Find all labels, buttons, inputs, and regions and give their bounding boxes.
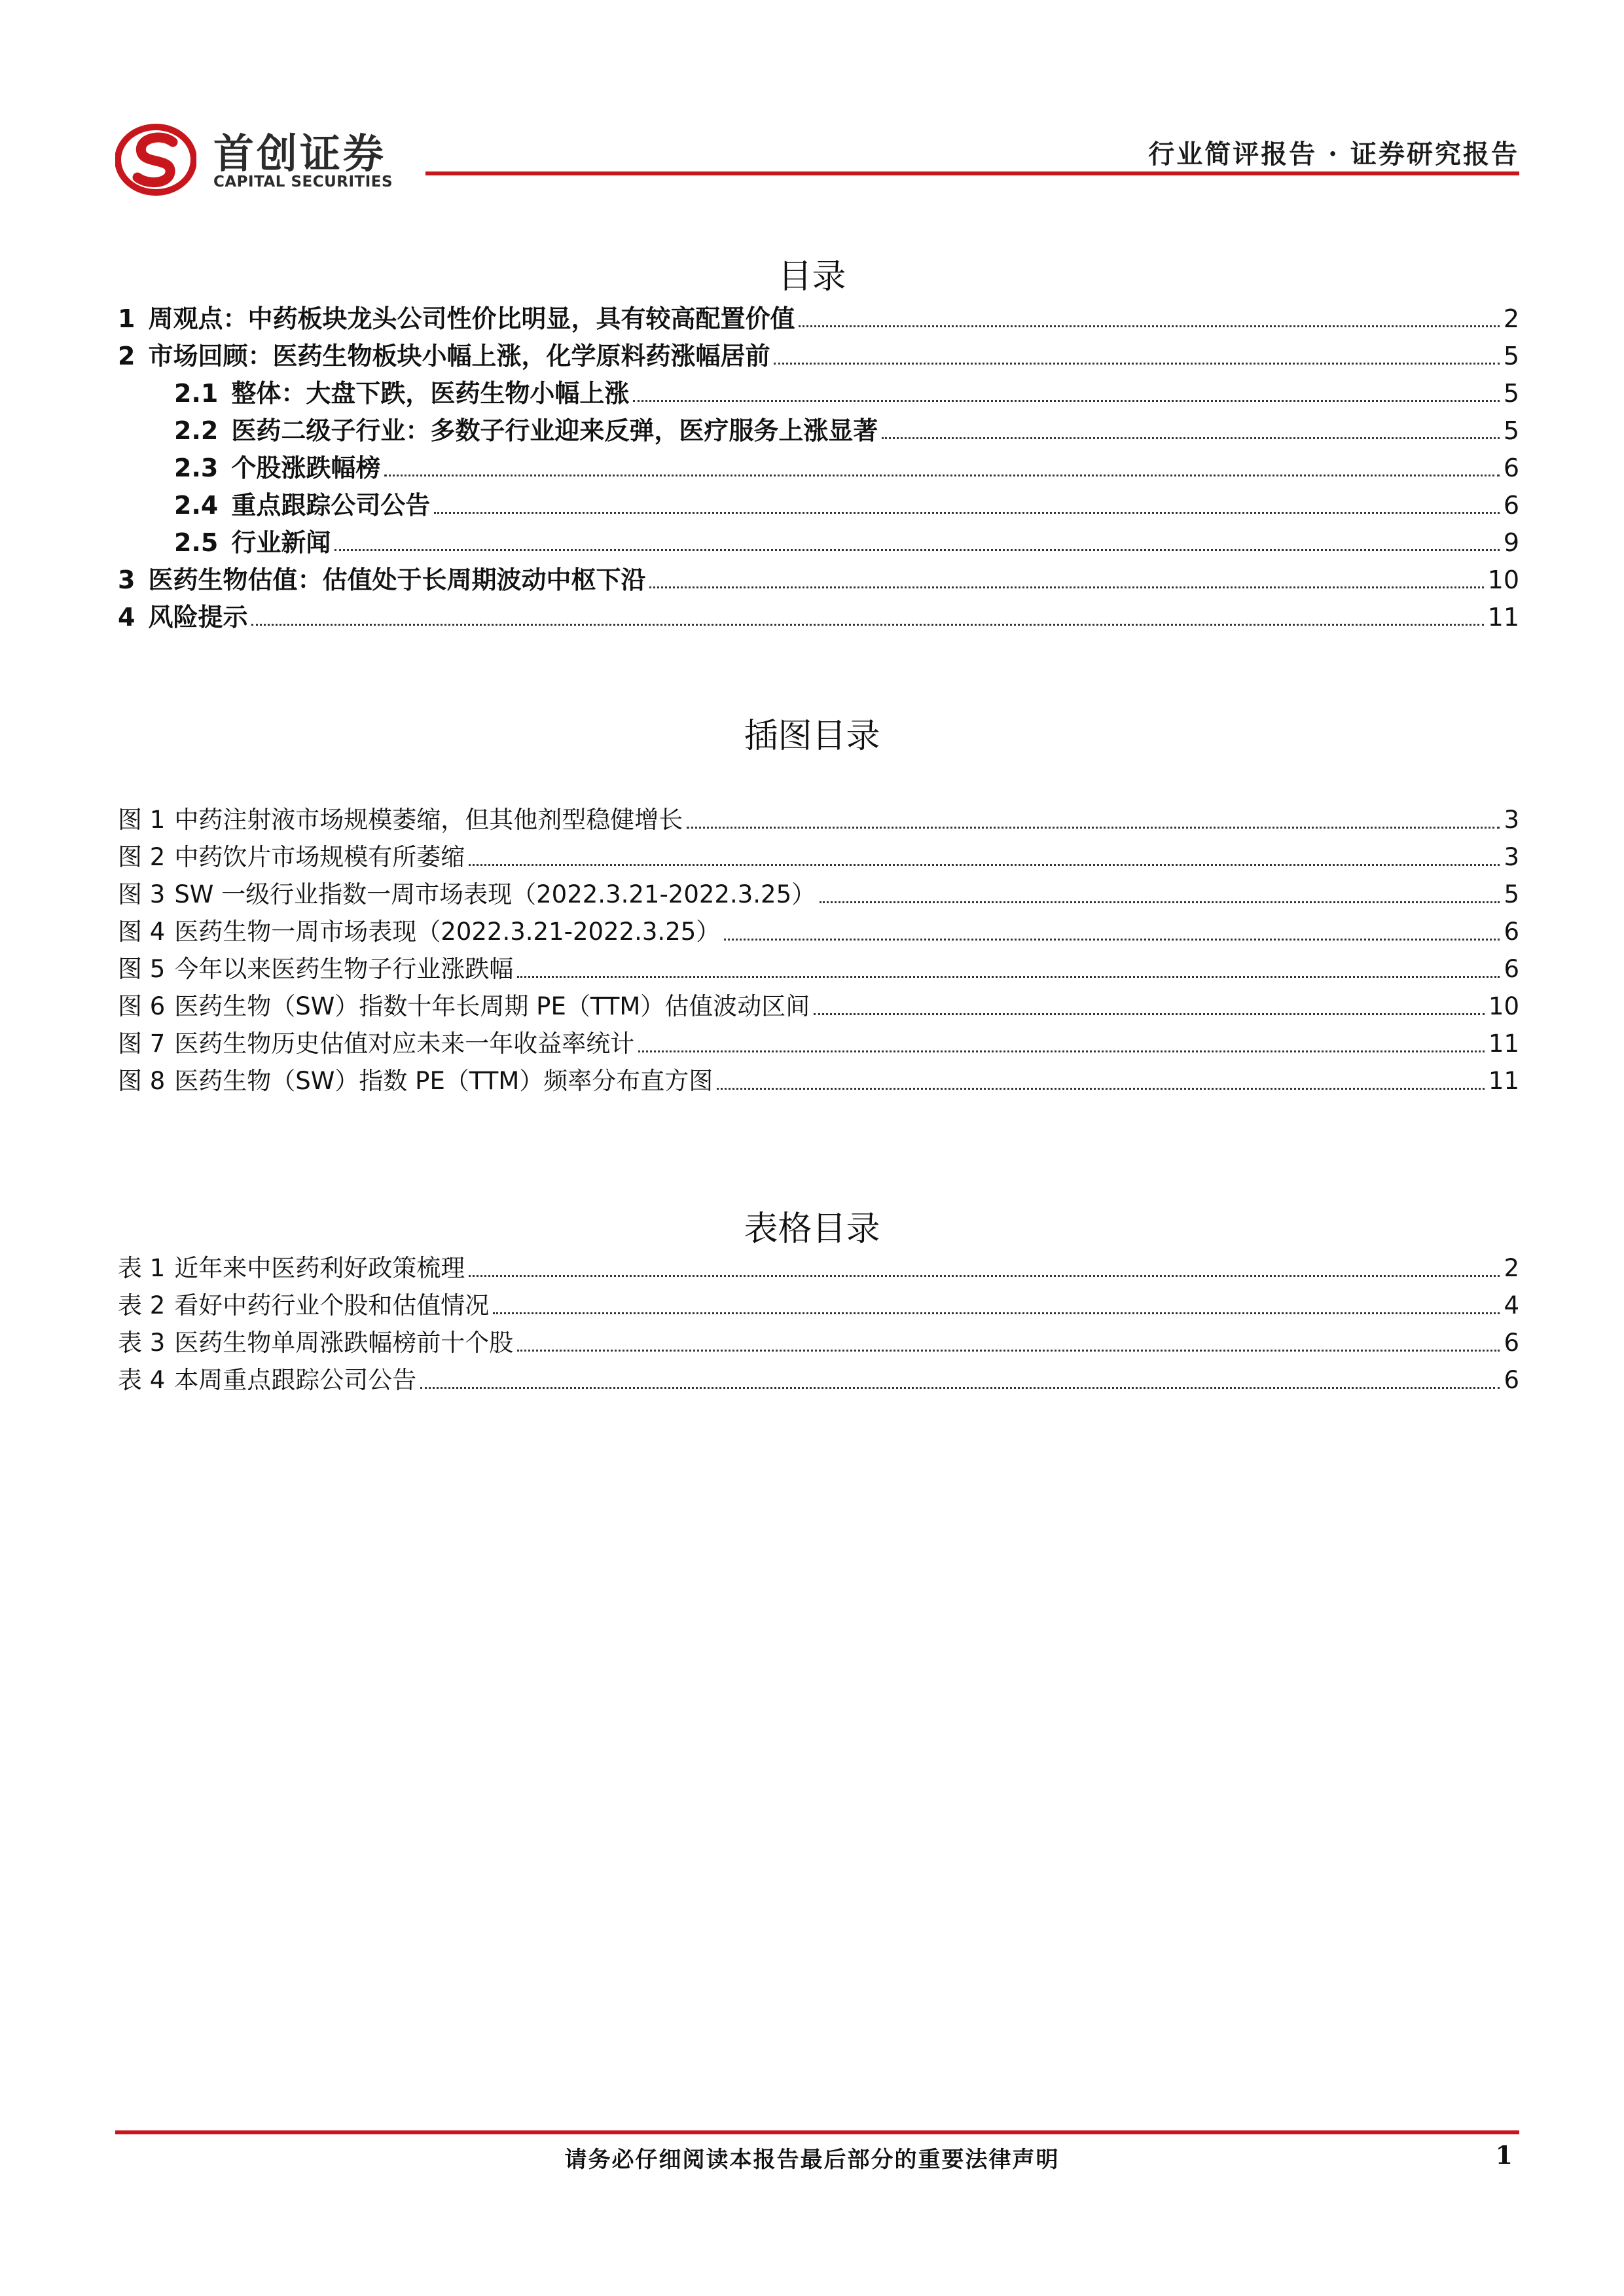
table-page: 2 <box>1504 1254 1519 1282</box>
report-type-title: 行业简评报告 · 证券研究报告 <box>1148 139 1519 170</box>
figure-title: 中药饮片市场规模有所萎缩 <box>174 843 465 871</box>
toc-item-page: 9 <box>1503 528 1519 557</box>
toc-item-title: 市场回顾：医药生物板块小幅上涨，化学原料药涨幅居前 <box>148 342 770 370</box>
toc-item-number: 3 <box>118 565 135 594</box>
table-label: 表 3 <box>118 1329 166 1357</box>
table-title: 看好中药行业个股和估值情况 <box>174 1291 490 1319</box>
figure-label: 图 2 <box>118 843 166 871</box>
toc-item-title: 个股涨跌幅榜 <box>231 454 381 482</box>
capital-securities-logo-icon <box>115 124 196 196</box>
figure-list-item[interactable] <box>118 1028 1519 1060</box>
table-page: 6 <box>1504 1366 1519 1394</box>
logo-name-en: CAPITAL SECURITIES <box>213 173 393 190</box>
toc-leader-dots <box>814 1013 1485 1015</box>
toc-leader-dots <box>517 976 1500 978</box>
figure-page: 10 <box>1488 992 1519 1020</box>
figure-title: 医药生物（SW）指数 PE（TTM）频率分布直方图 <box>174 1067 713 1095</box>
table-list-item[interactable] <box>118 1364 1519 1397</box>
figure-page: 6 <box>1504 955 1519 983</box>
figure-label: 图 7 <box>118 1030 166 1058</box>
table-page: 4 <box>1504 1291 1519 1319</box>
toc-leader-dots <box>251 624 1483 626</box>
figures-heading: 插图目录 <box>744 717 880 756</box>
toc-item-page: 6 <box>1503 491 1519 520</box>
figure-page: 11 <box>1488 1030 1519 1058</box>
figure-list-item[interactable] <box>118 1065 1519 1098</box>
toc-leader-dots <box>687 827 1500 829</box>
figure-title: 中药注射液市场规模萎缩，但其他剂型稳健增长 <box>174 806 683 834</box>
figure-page: 3 <box>1504 843 1519 871</box>
figure-label: 图 6 <box>118 992 166 1020</box>
toc-item-number: 1 <box>118 304 135 333</box>
figure-label: 图 5 <box>118 955 166 983</box>
toc-leader-dots <box>334 549 1499 551</box>
figure-title: 医药生物历史估值对应未来一年收益率统计 <box>174 1030 635 1058</box>
figure-list-item[interactable] <box>118 804 1519 836</box>
company-logo <box>115 121 436 200</box>
toc-item-title: 风险提示 <box>148 603 248 632</box>
toc-leader-dots <box>517 1350 1500 1352</box>
toc-item-number: 2.1 <box>174 379 219 408</box>
toc-leader-dots <box>469 864 1500 866</box>
toc-leader-dots <box>649 586 1483 588</box>
toc-leader-dots <box>799 325 1499 327</box>
figure-title: 今年以来医药生物子行业涨跌幅 <box>174 955 514 983</box>
toc-leader-dots <box>724 939 1500 941</box>
toc-leader-dots <box>633 400 1499 402</box>
figure-list-item[interactable] <box>118 878 1519 911</box>
toc-item-title: 医药二级子行业：多数子行业迎来反弹，医疗服务上涨显著 <box>231 416 878 445</box>
toc-leader-dots <box>434 512 1499 514</box>
toc-item-page: 5 <box>1503 342 1519 370</box>
table-list-item[interactable] <box>118 1289 1519 1322</box>
toc-item-page: 11 <box>1487 603 1519 632</box>
toc-item-page: 5 <box>1503 416 1519 445</box>
table-title: 近年来中医药利好政策梳理 <box>174 1254 465 1282</box>
toc-item-page: 6 <box>1503 454 1519 482</box>
toc-item-number: 2.2 <box>174 416 219 445</box>
toc-item-title: 重点跟踪公司公告 <box>231 491 431 520</box>
table-list-item[interactable] <box>118 1327 1519 1359</box>
legal-disclaimer-note: 请务必仔细阅读本报告最后部分的重要法律声明 <box>564 2147 1060 2173</box>
toc-leader-dots <box>717 1088 1485 1090</box>
figure-list-item[interactable] <box>118 953 1519 986</box>
toc-subitem[interactable] <box>174 377 1519 410</box>
toc-item[interactable] <box>118 564 1519 596</box>
toc-item-number: 2 <box>118 342 135 370</box>
toc-leader-dots <box>820 901 1500 903</box>
table-page: 6 <box>1504 1329 1519 1357</box>
toc-subitem[interactable] <box>174 452 1519 484</box>
table-title: 本周重点跟踪公司公告 <box>174 1366 417 1394</box>
table-label: 表 4 <box>118 1366 166 1394</box>
figure-label: 图 4 <box>118 918 166 946</box>
figure-label: 图 1 <box>118 806 166 834</box>
table-label: 表 2 <box>118 1291 166 1319</box>
toc-item-number: 2.5 <box>174 528 219 557</box>
toc-item-page: 2 <box>1503 304 1519 333</box>
toc-item-title: 医药生物估值：估值处于长周期波动中枢下沿 <box>148 565 646 594</box>
toc-item-page: 10 <box>1487 565 1519 594</box>
header-divider <box>425 171 1519 175</box>
figure-page: 3 <box>1504 806 1519 834</box>
figure-title: SW 一级行业指数一周市场表现（2022.3.21-2022.3.25） <box>174 880 816 908</box>
toc-heading: 目录 <box>778 257 846 296</box>
toc-item-title: 周观点：中药板块龙头公司性价比明显，具有较高配置价值 <box>148 304 795 333</box>
figure-list-item[interactable] <box>118 990 1519 1023</box>
toc-leader-dots <box>420 1387 1500 1389</box>
toc-leader-dots <box>469 1275 1500 1277</box>
figure-page: 11 <box>1488 1067 1519 1095</box>
toc-item-page: 5 <box>1503 379 1519 408</box>
figure-label: 图 3 <box>118 880 166 908</box>
page-number: 1 <box>1495 2140 1513 2170</box>
toc-item[interactable] <box>118 601 1519 634</box>
toc-subitem[interactable] <box>174 526 1519 559</box>
toc-item[interactable] <box>118 340 1519 372</box>
toc-item-number: 2.4 <box>174 491 219 520</box>
toc-subitem[interactable] <box>174 489 1519 522</box>
figure-list-item[interactable] <box>118 841 1519 874</box>
toc-subitem[interactable] <box>174 414 1519 447</box>
footer-divider <box>115 2130 1519 2134</box>
toc-leader-dots <box>493 1312 1500 1314</box>
toc-leader-dots <box>384 475 1499 476</box>
table-list-item[interactable] <box>118 1252 1519 1285</box>
table-title: 医药生物单周涨跌幅榜前十个股 <box>174 1329 514 1357</box>
figure-page: 5 <box>1504 880 1519 908</box>
logo-name-cn: 首创证券 <box>213 130 387 177</box>
figure-page: 6 <box>1504 918 1519 946</box>
toc-item[interactable] <box>118 302 1519 335</box>
toc-item-number: 2.3 <box>174 454 219 482</box>
toc-leader-dots <box>774 363 1499 365</box>
table-label: 表 1 <box>118 1254 166 1282</box>
toc-leader-dots <box>638 1050 1485 1052</box>
toc-item-title: 整体：大盘下跌，医药生物小幅上涨 <box>231 379 630 408</box>
figure-label: 图 8 <box>118 1067 166 1095</box>
figure-list-item[interactable] <box>118 916 1519 948</box>
toc-item-title: 行业新闻 <box>231 528 331 557</box>
figure-title: 医药生物一周市场表现（2022.3.21-2022.3.25） <box>174 918 721 946</box>
tables-heading: 表格目录 <box>744 1210 880 1249</box>
toc-item-number: 4 <box>118 603 135 632</box>
toc-leader-dots <box>882 437 1499 439</box>
figure-title: 医药生物（SW）指数十年长周期 PE（TTM）估值波动区间 <box>174 992 810 1020</box>
